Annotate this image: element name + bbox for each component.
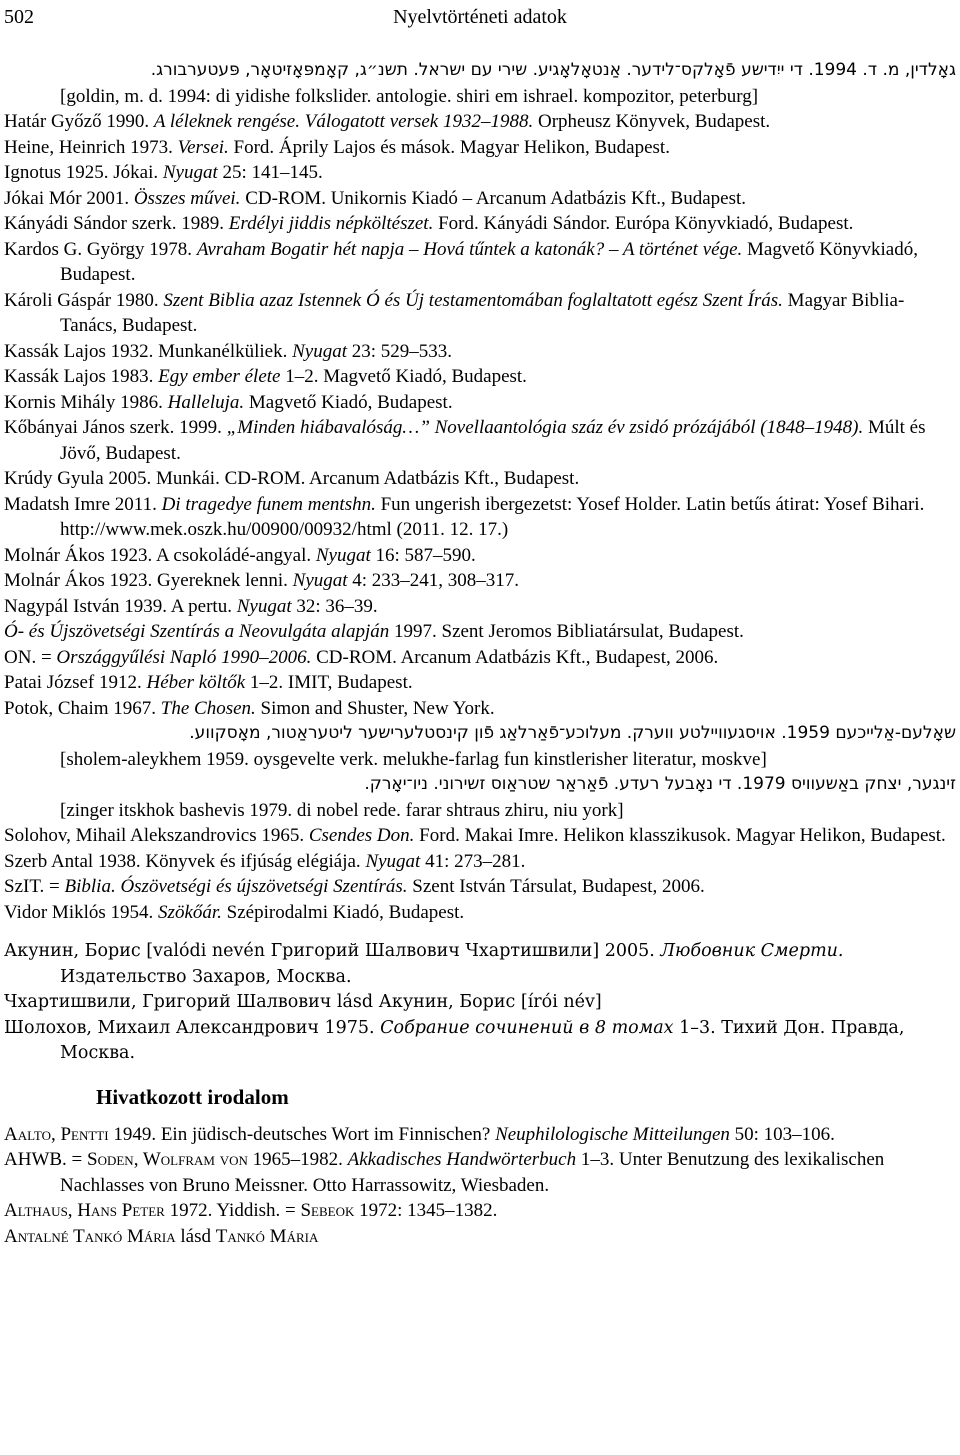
bibliography-entry: Szerb Antal 1938. Könyvek és ifjúság elégiája. Nyugat 41: 273–281. — [4, 850, 526, 872]
bibliography-entry: Jókai Mór 2001. Összes művei. CD-ROM. Unikornis Kiadó – Arcanum Adatbázis Kft., Budapest. — [4, 187, 746, 209]
bibliography-entry: Molnár Ákos 1923. A csokoládé-angyal. Nyugat 16: 587–590. — [4, 544, 476, 566]
bibliography-entry: Kőbányai János szerk. 1999. „Minden hiábavalóság…” Novellaantológia száz év zsidó prózájából (1848–1948). Múlt és Jövő, Budapest. — [4, 417, 926, 464]
transliteration-entry: [sholem-aleykhem 1959. oysgevelte verk. melukhe-farlag fun kinstlerisher literatur, moskve] — [60, 748, 767, 770]
bibliography-entry: Акунин, Борис [valódi nevén Григорий Шалвович Чхартишвили] 2005. Любовник Смерти. Издательство Захаров, Москва. — [4, 941, 844, 987]
hebrew-entry: גאָלדין, מ. ד. 1994. די ייִדישע פֿאָלקס־לידער. אַנטאָלאָגיע. שירי עם ישראל. תשנ״ג, קאָמפּאָזיטאָר, פּעטערבורג. — [150, 60, 956, 80]
bibliography-entry: Potok, Chaim 1967. The Chosen. Simon and Shuster, New York. — [4, 697, 495, 719]
bibliography-entry: Шолохов, Михаил Александрович 1975. Собрание сочинений в 8 томах 1–3. Тихий Дон. Правда, Москва. — [4, 1017, 905, 1063]
bibliography-entry: AHWB. = Soden, Wolfram von 1965–1982. Akkadisches Handwörterbuch 1–3. Unter Benutzung des lexikalischen Nachlasses von Bruno Meissner. Otto Harrassowitz, Wiesbaden. — [4, 1149, 885, 1196]
bibliography-entry: Heine, Heinrich 1973. Versei. Ford. Áprily Lajos és mások. Magyar Helikon, Budapest. — [4, 136, 670, 158]
reference-list — [4, 1122, 956, 1250]
bibliography-entry: Patai József 1912. Héber költők 1–2. IMIT, Budapest. — [4, 672, 413, 693]
bibliography-entry: Károli Gáspár 1980. Szent Biblia azaz Istennek Ó és Új testamentomában foglaltatott egész Szent Írás. Magyar Biblia-Tanács, Budapest. — [4, 289, 905, 336]
bibliography-entry: Solohov, Mihail Alekszandrovics 1965. Csendes Don. Ford. Makai Imre. Helikon klasszikusok. Magyar Helikon, Budapest. — [4, 825, 946, 846]
bibliography-entry: Kányádi Sándor szerk. 1989. Erdélyi jiddis népköltészet. Ford. Kányádi Sándor. Európa Könyvkiadó, Budapest. — [4, 213, 854, 234]
bibliography-entry: Madatsh Imre 2011. Di tragedye funem mentshn. Fun ungerish ibergezetst: Yosef Holder. Latin betűs átirat: Yosef Bihari. http://www.mek.oszk.hu/00900/00932/html (2011. 12. 17.) — [4, 493, 925, 540]
bibliography-entry: Kardos G. György 1978. Avraham Bogatir hét napja – Hová tűntek a katonák? – A történet vége. Magvető Könyvkiadó, Budapest. — [4, 238, 918, 285]
cyrillic-source-list — [4, 939, 956, 1067]
bibliography-entry: Ignotus 1925. Jókai. Nyugat 25: 141–145. — [4, 162, 323, 183]
source-list — [4, 58, 956, 925]
bibliography-entry: SzIT. = Biblia. Ószövetségi és újszövetségi Szentírás. Szent István Társulat, Budapest, 2006. — [4, 876, 705, 897]
section-title: Hivatkozott irodalom — [96, 1084, 289, 1109]
hebrew-entry: זינגער, יצחק באַשעוויס 1979. די נאָבעל רעדע. פֿאַראַר שטראַוס זשירוני. ניו־יאָרק. — [364, 774, 956, 794]
bibliography-entry: ON. = Országgyűlési Napló 1990–2006. CD-ROM. Arcanum Adatbázis Kft., Budapest, 2006. — [4, 646, 719, 668]
hebrew-entry: שאָלעם-אַלייכעם 1959. אויסגעוויילטע ווערק. מעלוכע־פֿאַרלאַג פֿון קינסטלערישער ליטעראַטור, מאָסקווע. — [189, 723, 956, 743]
bibliography-entry: Чхартишвили, Григорий Шалвович lásd Акунин, Борис [írói név] — [4, 992, 602, 1012]
bibliography-entry: Határ Győző 1990. A léleknek rengése. Válogatott versek 1932–1988. Orpheusz Könyvek, Budapest. — [4, 111, 771, 132]
page-header — [4, 0, 956, 34]
bibliography-entry: Ó- és Újszövetségi Szentírás a Neovulgáta alapján 1997. Szent Jeromos Bibliatársulat, Budapest. — [4, 621, 744, 642]
bibliography-entry: Kornis Mihály 1986. Halleluja. Magvető Kiadó, Budapest. — [4, 391, 453, 413]
transliteration-entry: [zinger itskhok bashevis 1979. di nobel rede. farar shtraus zhiru, niu york] — [60, 799, 624, 821]
bibliography-entry: Althaus, Hans Peter 1972. Yiddish. = Sebeok 1972: 1345–1382. — [4, 1200, 498, 1221]
bibliography-entry: Aalto, Pentti 1949. Ein jüdisch-deutsches Wort im Finnischen? Neuphilologische Mitteilungen 50: 103–106. — [4, 1123, 835, 1145]
bibliography-entry: Krúdy Gyula 2005. Munkái. CD-ROM. Arcanum Adatbázis Kft., Budapest. — [4, 468, 580, 489]
bibliography-entry: Antalné Tankó Mária lásd Tankó Mária — [4, 1225, 319, 1247]
transliteration-entry: [goldin, m. d. 1994: di yidishe folkslider. antologie. shiri em ishrael. kompozitor, peterburg] — [60, 85, 759, 107]
bibliography-entry: Nagypál István 1939. A pertu. Nyugat 32: 36–39. — [4, 595, 378, 617]
bibliography-entry: Kassák Lajos 1932. Munkanélküliek. Nyugat 23: 529–533. — [4, 340, 453, 362]
bibliography — [4, 58, 956, 1249]
bibliography-entry: Molnár Ákos 1923. Gyereknek lenni. Nyugat 4: 233–241, 308–317. — [4, 570, 520, 591]
running-title: Nyelvtörténeti adatok — [393, 5, 567, 28]
bibliography-entry: Vidor Miklós 1954. Szökőár. Szépirodalmi Kiadó, Budapest. — [4, 901, 465, 923]
bibliography-entry: Kassák Lajos 1983. Egy ember élete 1–2. Magvető Kiadó, Budapest. — [4, 366, 527, 387]
page-number: 502 — [4, 5, 34, 28]
